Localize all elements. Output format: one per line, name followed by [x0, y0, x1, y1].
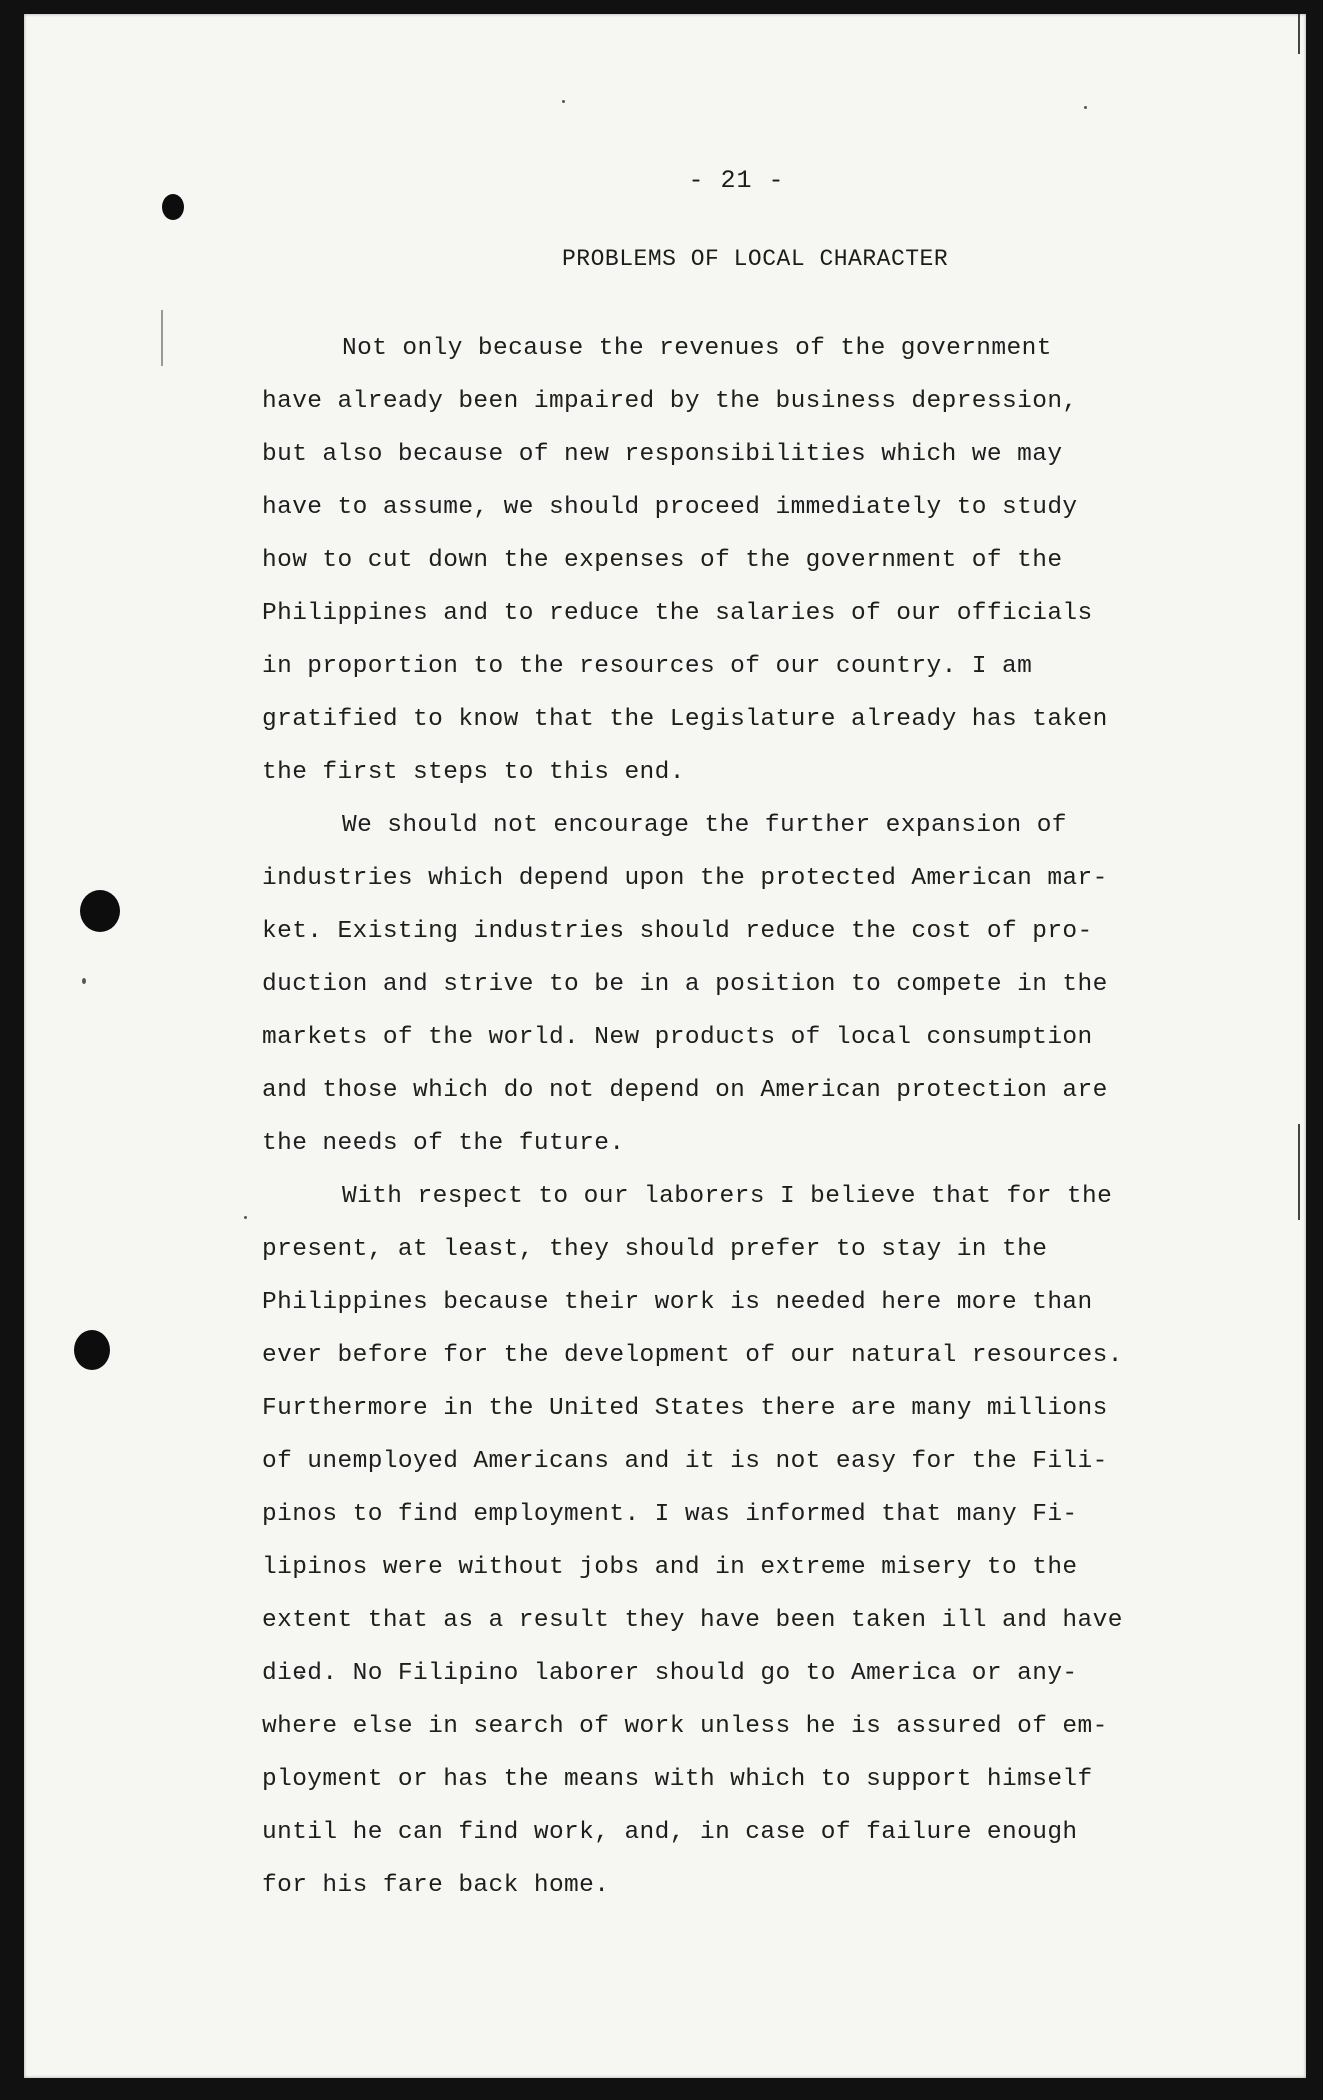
ink-speck [562, 100, 565, 103]
right-edge-mark [1298, 14, 1300, 54]
paragraph-3-line: present, at least, they should prefer to stay in the [262, 1236, 1048, 1263]
paragraph-1-line: how to cut down the expenses of the government of the [262, 547, 1063, 574]
paragraph-1-line: gratified to know that the Legislature already has taken [262, 706, 1108, 733]
paragraph-1-line: but also because of new responsibilities which we may [262, 441, 1063, 468]
ink-speck [82, 978, 86, 984]
paragraph-3-line: ever before for the development of our natural resources. [262, 1342, 1123, 1369]
paragraph-3-line: until he can find work, and, in case of failure enough [262, 1819, 1078, 1846]
paragraph-1-line: the first steps to this end. [262, 759, 685, 786]
ink-speck [1084, 106, 1087, 109]
section-heading: PROBLEMS OF LOCAL CHARACTER [562, 246, 949, 272]
paragraph-1-line: have already been impaired by the business depression, [262, 388, 1078, 415]
paragraph-2-line: markets of the world. New products of local consumption [262, 1024, 1093, 1051]
paragraph-1-line: Philippines and to reduce the salaries of our officials [262, 600, 1093, 627]
body-text [262, 322, 1182, 1912]
paragraph-3-line: for his fare back home. [262, 1872, 610, 1899]
punch-hole-middle [80, 890, 120, 932]
paragraph-3-line: Furthermore in the United States there are many millions [262, 1395, 1108, 1422]
paragraph-2-line: duction and strive to be in a position to compete in the [262, 971, 1108, 998]
ink-speck [244, 1216, 247, 1219]
paragraph-3-line: where else in search of work unless he is assured of em- [262, 1713, 1108, 1740]
right-edge-mark [1298, 1124, 1300, 1220]
paragraph-1-line: Not only because the revenues of the government [342, 335, 1052, 362]
punch-hole-bottom [74, 1330, 110, 1370]
paragraph-2-line: and those which do not depend on American protection are [262, 1077, 1108, 1104]
paragraph-2-line: ket. Existing industries should reduce the cost of pro- [262, 918, 1093, 945]
punch-hole-top [162, 194, 184, 220]
paragraph-3-line: died. No Filipino laborer should go to America or any- [262, 1660, 1078, 1687]
paragraph-2-line: the needs of the future. [262, 1130, 625, 1157]
paragraph-3-line: extent that as a result they have been taken ill and have [262, 1607, 1123, 1634]
margin-mark [161, 310, 163, 366]
paragraph-1-line: in proportion to the resources of our country. I am [262, 653, 1033, 680]
paragraph-3-line: With respect to our laborers I believe that for the [342, 1183, 1113, 1210]
paragraph-1-line: have to assume, we should proceed immediately to study [262, 494, 1078, 521]
page-number: - 21 - [688, 166, 785, 195]
paragraph-2-line: We should not encourage the further expansion of [342, 812, 1067, 839]
paragraph-3-line: Philippines because their work is needed here more than [262, 1289, 1093, 1316]
paragraph-2-line: industries which depend upon the protected American mar- [262, 865, 1108, 892]
paragraph-3-line: of unemployed Americans and it is not easy for the Fili- [262, 1448, 1108, 1475]
paragraph-3-line: ployment or has the means with which to support himself [262, 1766, 1093, 1793]
paragraph-3-line: pinos to find employment. I was informed that many Fi- [262, 1501, 1078, 1528]
paragraph-3-line: lipinos were without jobs and in extreme misery to the [262, 1554, 1078, 1581]
